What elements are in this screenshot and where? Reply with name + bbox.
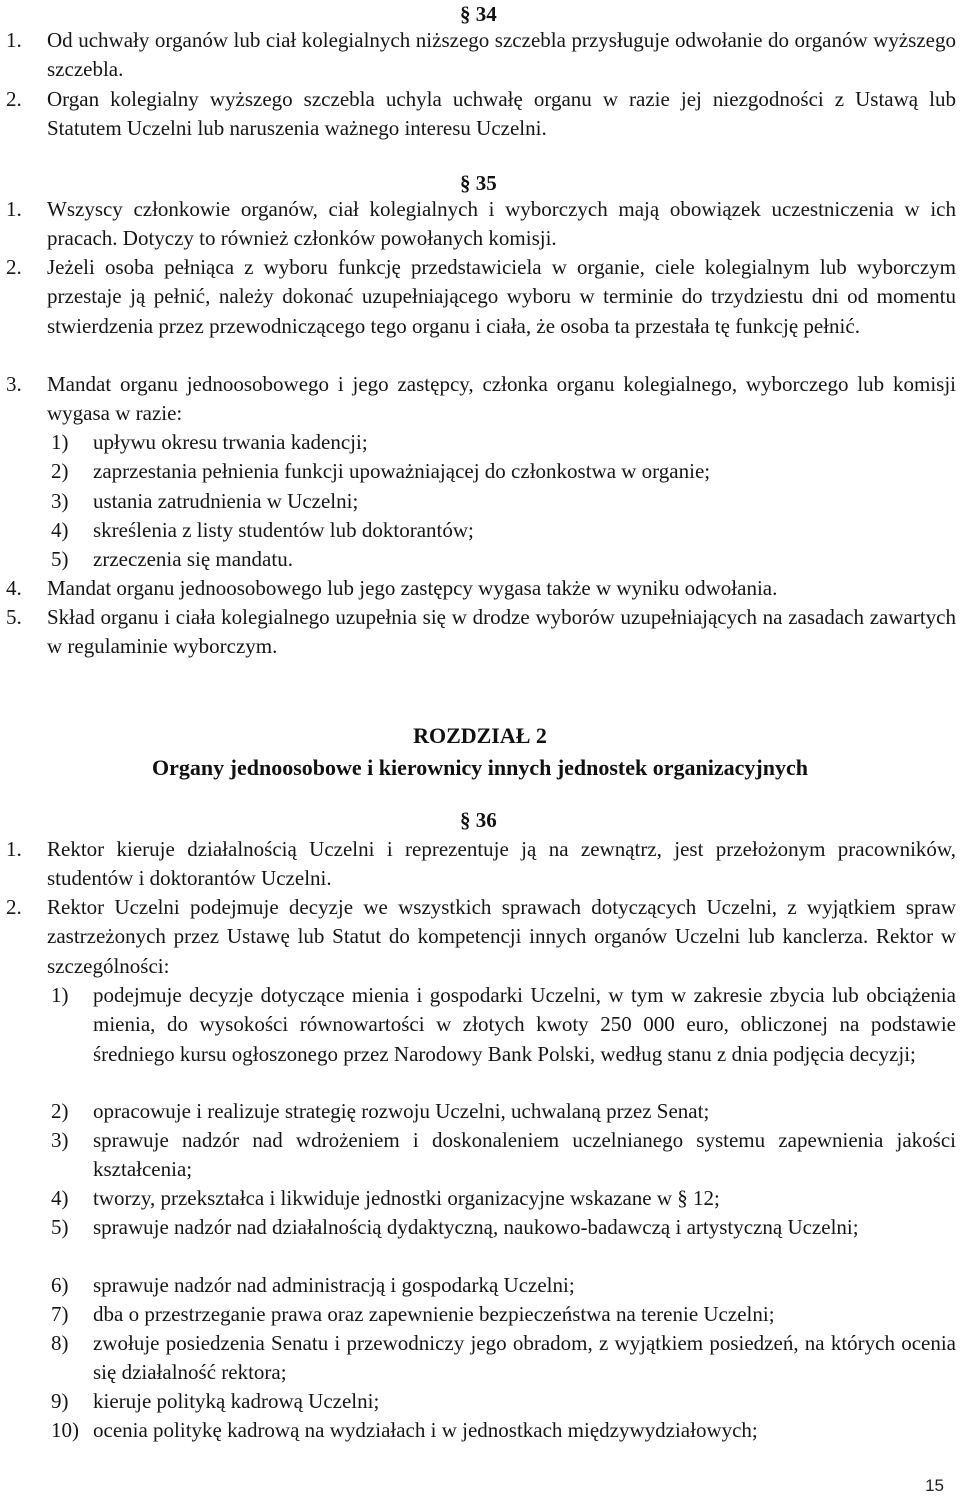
chapter-title: ROZDZIAŁ 2 xyxy=(413,723,547,748)
list-item xyxy=(0,835,960,895)
list-item xyxy=(0,603,960,663)
list-item xyxy=(0,195,960,255)
item-number: 1. xyxy=(6,28,22,52)
sub-item-number: 7) xyxy=(51,1302,69,1326)
item-text: Mandat organu jednoosobowego lub jego zastępcy wygasa także w wyniku odwołania. xyxy=(47,576,778,600)
item-number: 1. xyxy=(6,837,22,861)
sub-item-text: ocenia politykę kadrową na wydziałach i w jednostkach międzywydziałowych; xyxy=(93,1418,758,1442)
sub-item-text: ustania zatrudnienia w Uczelni; xyxy=(93,489,359,513)
sub-item-number: 1) xyxy=(51,983,69,1007)
item-text: Rektor kieruje działalnością Uczelni i reprezentuje ją na zewnątrz, jest przełożonym pracowników, studentów i doktorantów Uczelni. xyxy=(47,837,956,891)
item-text: Organ kolegialny wyższego szczebla uchyla uchwałę organu w razie jej niezgodności z Ustawą lub Statutem Uczelni lub naruszenia ważnego interesu Uczelni. xyxy=(47,87,956,141)
sub-item-number: 1) xyxy=(51,430,69,454)
sub-item-text: skreślenia z listy studentów lub doktorantów; xyxy=(93,518,474,542)
sub-item-text: zwołuje posiedzenia Senatu i przewodniczy jego obradom, z wyjątkiem posiedzeń, na których ocenia się działalność rektora; xyxy=(93,1331,956,1385)
sub-item-number: 3) xyxy=(51,1128,69,1152)
list-item xyxy=(0,370,960,430)
section-sign: § xyxy=(460,171,471,195)
item-text: Skład organu i ciała kolegialnego uzupełnia się w drodze wyborów uzupełniających na zasadach zawartych w regulaminie wyborczym. xyxy=(47,605,956,659)
sub-item-text: sprawuje nadzór nad administracją i gospodarką Uczelni; xyxy=(93,1273,575,1297)
sub-item-text: sprawuje nadzór nad wdrożeniem i doskonaleniem uczelnianego systemu zapewnienia jakości kształcenia; xyxy=(93,1128,956,1182)
sub-item-text: sprawuje nadzór nad działalnością dydaktyczną, naukowo-badawczą i artystyczną Uczelni; xyxy=(93,1215,859,1239)
section-sign: § xyxy=(460,808,471,832)
section-heading-35 xyxy=(460,169,497,198)
item-text: Mandat organu jednoosobowego i jego zastępcy, członka organu kolegialnego, wyborczego lub komisji wygasa w razie: xyxy=(47,372,956,426)
item-number: 2. xyxy=(6,87,22,111)
list-item xyxy=(0,26,960,86)
item-number: 4. xyxy=(6,576,22,600)
sub-item-text: tworzy, przekształca i likwiduje jednostki organizacyjne wskazane w § 12; xyxy=(93,1186,720,1210)
sub-item-number: 2) xyxy=(51,459,69,483)
section-number: 34 xyxy=(475,2,497,26)
sub-item-text: podejmuje decyzje dotyczące mienia i gospodarki Uczelni, w tym w zakresie zbycia lub obciążenia mienia, do wysokości równowartości w złotych kwoty 250 000 euro, obliczonej na podstawie średniego kursu ogłoszonego przez Narodowy Bank Polski, według stanu z dnia podjęcia decyzji; xyxy=(93,983,956,1066)
sub-item-number: 4) xyxy=(51,1186,69,1210)
section-number: 36 xyxy=(475,808,497,832)
sub-item-text: zrzeczenia się mandatu. xyxy=(93,547,293,571)
list-item xyxy=(0,574,960,604)
sub-item-number: 8) xyxy=(51,1331,69,1355)
item-number: 2. xyxy=(6,255,22,279)
section-sign: § xyxy=(460,2,471,26)
list-item xyxy=(0,85,960,145)
page-number: 15 xyxy=(925,1476,944,1495)
sub-item-number: 10) xyxy=(51,1418,79,1442)
sub-item-number: 6) xyxy=(51,1273,69,1297)
sub-item-number: 9) xyxy=(51,1389,69,1413)
sub-item-number: 4) xyxy=(51,518,69,542)
sub-item-number: 5) xyxy=(51,1215,69,1239)
sub-item-text: zaprzestania pełnienia funkcji upoważniającej do członkostwa w organie; xyxy=(93,459,711,483)
list-item xyxy=(0,893,960,983)
list-item xyxy=(0,253,960,371)
item-number: 1. xyxy=(6,197,22,221)
sub-item-number: 3) xyxy=(51,489,69,513)
sub-item-number: 5) xyxy=(51,547,69,571)
item-number: 3. xyxy=(6,372,22,396)
section-heading-36 xyxy=(460,806,497,835)
sub-item-text: dba o przestrzeganie prawa oraz zapewnienie bezpieczeństwa na terenie Uczelni; xyxy=(93,1302,775,1326)
item-text: Wszyscy członkowie organów, ciał kolegialnych i wyborczych mają obowiązek uczestniczenia w ich pracach. Dotyczy to również członków powołanych komisji. xyxy=(47,197,956,251)
item-text: Rektor Uczelni podejmuje decyzje we wszystkich sprawach dotyczących Uczelni, z wyjątkiem spraw zastrzeżonych przez Ustawę lub Statut do kompetencji innych organów Uczelni lub kanclerza. Rektor w szczególności: xyxy=(47,895,956,978)
section-number: 35 xyxy=(475,171,497,195)
item-number: 5. xyxy=(6,605,22,629)
sub-item-text: opracowuje i realizuje strategię rozwoju Uczelni, uchwalaną przez Senat; xyxy=(93,1099,710,1123)
sub-item-number: 2) xyxy=(51,1099,69,1123)
item-text: Od uchwały organów lub ciał kolegialnych niższego szczebla przysługuje odwołanie do organów wyższego szczebla. xyxy=(47,28,956,82)
sub-item-text: kieruje polityką kadrową Uczelni; xyxy=(93,1389,380,1413)
sub-item-text: upływu okresu trwania kadencji; xyxy=(93,430,368,454)
item-number: 2. xyxy=(6,895,22,919)
chapter-subtitle: Organy jednoosobowe i kierownicy innych jednostek organizacyjnych xyxy=(152,755,808,780)
section-heading-34 xyxy=(460,0,497,29)
item-text: Jeżeli osoba pełniąca z wyboru funkcję przedstawiciela w organie, ciele kolegialnym lub wyborczym przestaje ją pełnić, należy dokonać uzupełniającego wyboru w terminie do trzydziestu dni od momentu stwierdzenia przez przewodniczącego tego organu i ciała, że osoba ta przestała tę funkcję pełnić. xyxy=(47,255,956,338)
